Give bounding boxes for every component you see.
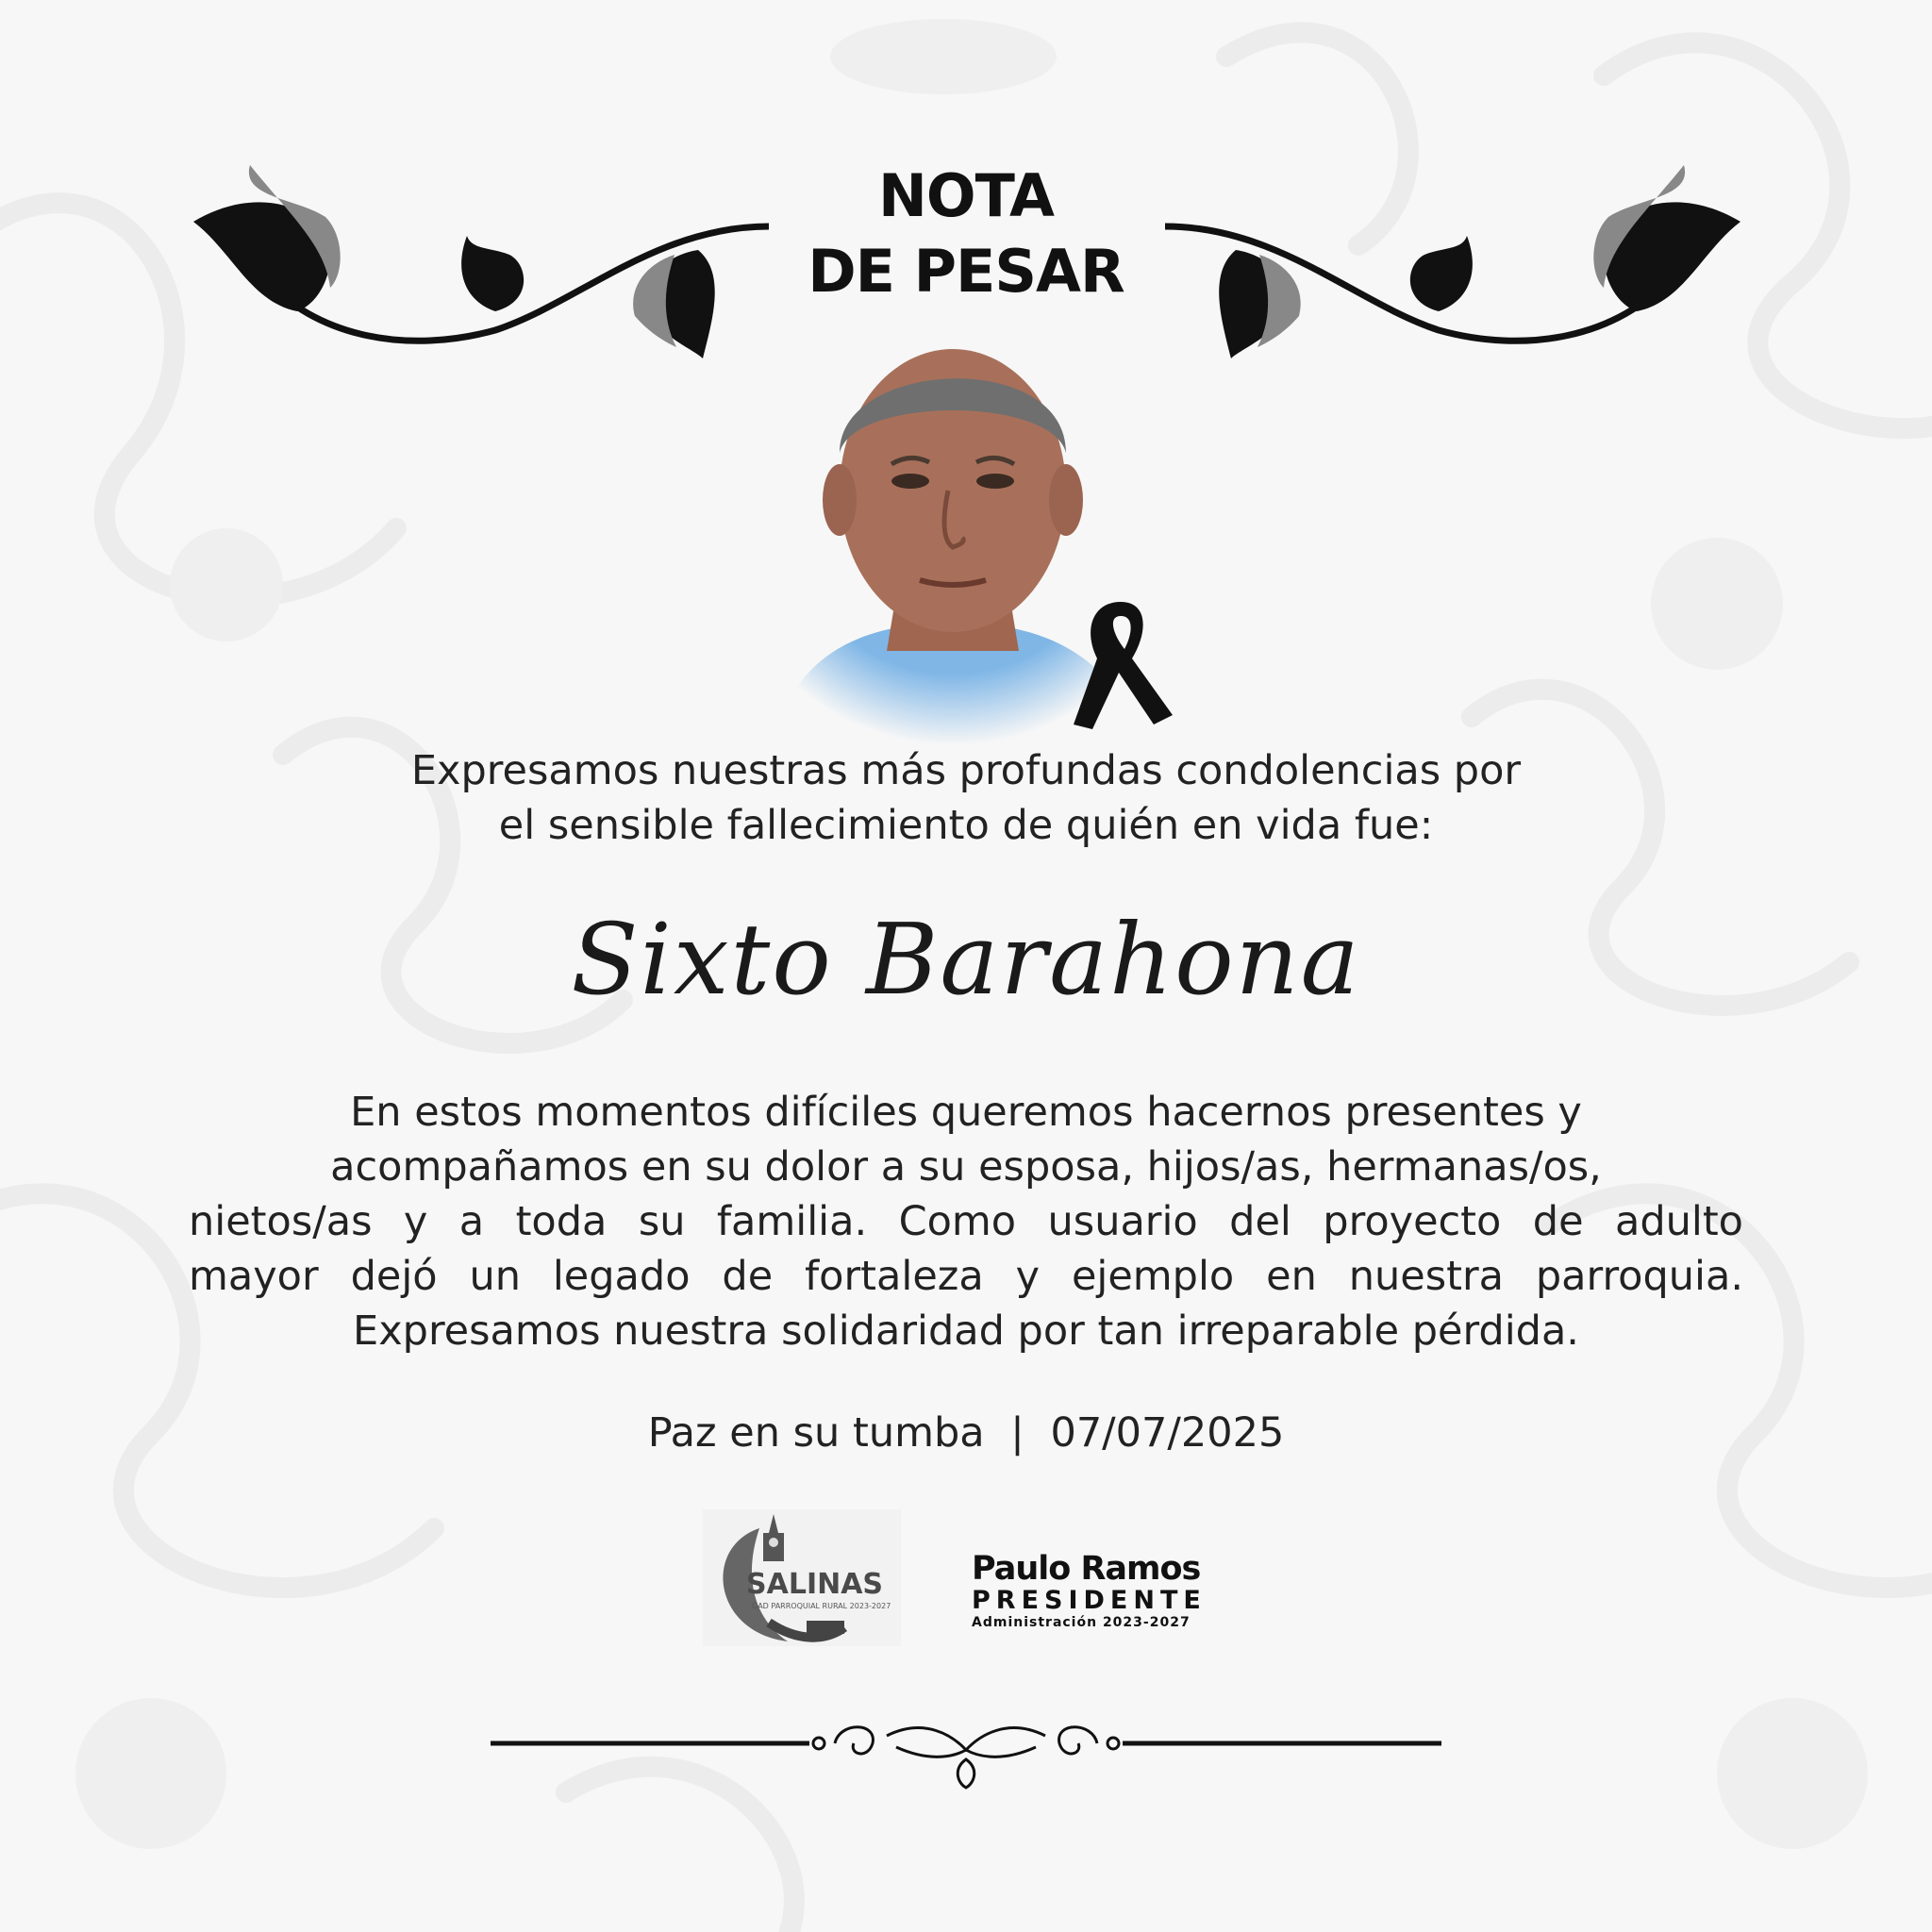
body-line-5: Expresamos nuestra solidaridad por tan irreparable pérdida. <box>353 1307 1579 1355</box>
paulo-name: Paulo Ramos <box>972 1550 1201 1588</box>
deceased-name: Sixto Barahona <box>571 902 1361 1017</box>
peace-text: Paz en su tumba <box>647 1409 985 1457</box>
salinas-logo <box>703 1509 901 1646</box>
body-line-4: mayor dejó un legado de fortaleza y ejemplo en nuestra parroquia. <box>189 1253 1743 1300</box>
peace-separator: | <box>1010 1409 1024 1457</box>
intro-line-1: Expresamos nuestras más profundas condolencias por <box>410 747 1522 794</box>
paulo-ramos-logo <box>972 1550 1236 1631</box>
condolence-body <box>189 1085 1743 1358</box>
peace-line <box>0 1406 1932 1460</box>
salinas-name: SALINAS <box>746 1568 884 1601</box>
salinas-subtitle: GAD PARROQUIAL RURAL 2023-2027 <box>752 1602 891 1610</box>
body-line-2: acompañamos en su dolor a su esposa, hijos/as, hermanas/os, <box>330 1143 1602 1191</box>
title-line-1: NOTA <box>877 161 1055 230</box>
mourning-ribbon-icon <box>1064 592 1187 734</box>
intro-line-2: el sensible fallecimiento de quién en vida fue: <box>498 802 1434 849</box>
title-line-2: DE PESAR <box>808 237 1124 306</box>
body-line-3: nietos/as y a toda su familia. Como usuario del proyecto de adulto <box>189 1198 1743 1245</box>
paulo-role: PRESIDENTE <box>972 1586 1207 1615</box>
ornamental-divider <box>491 1707 1441 1792</box>
paulo-admin: Administración 2023-2027 <box>972 1615 1191 1630</box>
intro-text <box>211 743 1721 853</box>
peace-date: 07/07/2025 <box>1050 1409 1285 1457</box>
body-line-1: En estos momentos difíciles queremos hacernos presentes y <box>350 1089 1582 1136</box>
